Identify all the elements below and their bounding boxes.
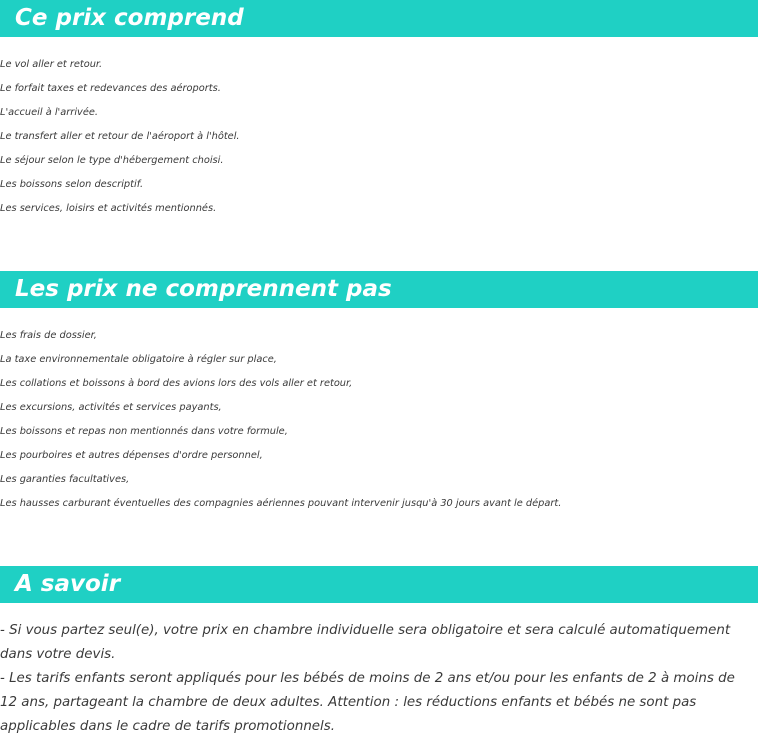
excluded-list <box>0 324 758 516</box>
section-title: Les prix ne comprennent pas <box>15 276 392 302</box>
section-header-included <box>0 0 758 37</box>
list-item: Les hausses carburant éventuelles des compagnies aériennes pouvant intervenir jusqu'à 30 jours avant le départ. <box>0 498 562 509</box>
list-item: La taxe environnementale obligatoire à régler sur place, <box>0 354 277 365</box>
list-item: L'accueil à l'arrivée. <box>0 107 99 118</box>
included-list <box>0 53 758 221</box>
section-title: A savoir <box>15 571 121 597</box>
section-header-excluded <box>0 271 758 308</box>
list-item: Les services, loisirs et activités mentionnés. <box>0 203 217 214</box>
info-paragraph: - Les tarifs enfants seront appliqués pour les bébés de moins de 2 ans et/ou pour les enfants de 2 à moins de 12 ans, partageant la chambre de deux adultes. Attention : les réductions enfants et bébés ne sont pas applicables dans le cadre de tarifs promotionnels. <box>0 671 735 734</box>
list-item: Les excursions, activités et services payants, <box>0 402 222 413</box>
section-title: Ce prix comprend <box>15 5 244 31</box>
good-to-know-text <box>0 619 752 739</box>
list-item: Les garanties facultatives, <box>0 474 130 485</box>
list-item: Les collations et boissons à bord des avions lors des vols aller et retour, <box>0 378 353 389</box>
list-item: Les boissons selon descriptif. <box>0 179 144 190</box>
list-item: Le transfert aller et retour de l'aéroport à l'hôtel. <box>0 131 240 142</box>
list-item: Les boissons et repas non mentionnés dans votre formule, <box>0 426 288 437</box>
list-item: Les frais de dossier, <box>0 330 97 341</box>
list-item: Les pourboires et autres dépenses d'ordre personnel, <box>0 450 263 461</box>
section-header-good-to-know <box>0 566 758 603</box>
list-item: Le vol aller et retour. <box>0 59 103 70</box>
list-item: Le forfait taxes et redevances des aéroports. <box>0 83 221 94</box>
info-paragraph: - Si vous partez seul(e), votre prix en chambre individuelle sera obligatoire et sera calculé automatiquement dans votre devis. <box>0 623 731 662</box>
list-item: Le séjour selon le type d'hébergement choisi. <box>0 155 224 166</box>
